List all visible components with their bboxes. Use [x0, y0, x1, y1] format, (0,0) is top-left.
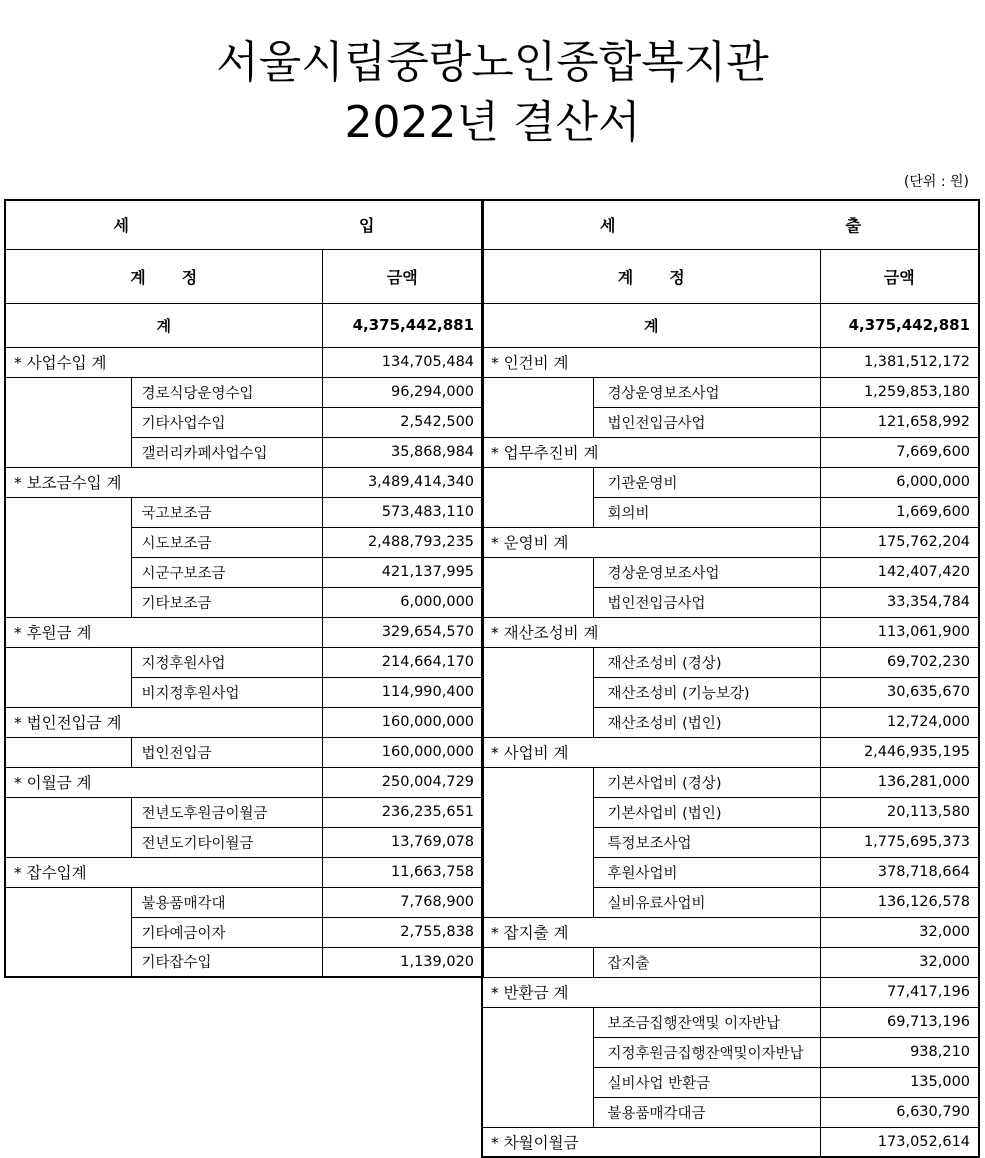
income-col-account	[5, 249, 322, 303]
table-row	[5, 737, 483, 767]
expense-header	[482, 200, 979, 249]
expense-col-amount: 금액	[820, 249, 979, 303]
income-indent-cell	[5, 887, 131, 977]
income-indent-cell	[5, 737, 131, 767]
expense-item-amount: 142,407,420	[820, 557, 979, 587]
income-item-label: 지정후원사업	[131, 647, 322, 677]
income-item-label: 기타잡수입	[131, 947, 322, 977]
document-subtitle: 2022년 결산서	[344, 97, 641, 148]
expense-item-amount: 69,713,196	[820, 1007, 979, 1037]
income-group-label: * 이월금 계	[5, 767, 322, 797]
expense-item-label: 기본사업비 (경상)	[593, 767, 820, 797]
income-col-account-part-b: 정	[181, 267, 198, 287]
income-item-amount: 160,000,000	[322, 737, 483, 767]
expense-item-label: 법인전입금사업	[593, 587, 820, 617]
income-item-amount: 421,137,995	[322, 557, 483, 587]
table-row	[482, 467, 979, 497]
income-item-amount: 236,235,651	[322, 797, 483, 827]
expense-item-amount: 1,259,853,180	[820, 377, 979, 407]
table-row	[5, 347, 483, 377]
expense-item-label: 재산조성비 (경상)	[593, 647, 820, 677]
income-group-amount: 3,489,414,340	[322, 467, 483, 497]
table-row	[5, 767, 483, 797]
expense-group-amount: 32,000	[820, 917, 979, 947]
expense-item-amount: 6,000,000	[820, 467, 979, 497]
income-group-label: * 후원금 계	[5, 617, 322, 647]
expense-indent-cell	[482, 557, 593, 617]
expense-item-label: 실비사업 반환금	[593, 1067, 820, 1097]
income-item-label: 전년도후원금이월금	[131, 797, 322, 827]
expense-group-amount: 2,446,935,195	[820, 737, 979, 767]
income-group-label: * 사업수입 계	[5, 347, 322, 377]
expense-item-amount: 33,354,784	[820, 587, 979, 617]
expense-group-amount: 113,061,900	[820, 617, 979, 647]
expense-group-amount: 175,762,204	[820, 527, 979, 557]
table-row	[5, 887, 483, 917]
expense-indent-cell	[482, 467, 593, 527]
income-item-label: 법인전입금	[131, 737, 322, 767]
table-row	[482, 737, 979, 767]
income-group-amount: 134,705,484	[322, 347, 483, 377]
expense-table	[481, 199, 980, 1158]
table-row	[5, 377, 483, 407]
table-row	[482, 947, 979, 977]
table-row	[482, 557, 979, 587]
income-item-label: 불용품매각대	[131, 887, 322, 917]
expense-indent-cell	[482, 947, 593, 977]
expense-item-amount: 20,113,580	[820, 797, 979, 827]
income-item-label: 시군구보조금	[131, 557, 322, 587]
expense-item-label: 회의비	[593, 497, 820, 527]
income-item-amount: 13,769,078	[322, 827, 483, 857]
expense-group-amount: 7,669,600	[820, 437, 979, 467]
income-total-label: 계	[5, 303, 322, 347]
expense-group-amount: 1,381,512,172	[820, 347, 979, 377]
expense-indent-cell	[482, 647, 593, 737]
expense-col-account-part-a: 계	[617, 267, 634, 287]
expense-item-label: 기관운영비	[593, 467, 820, 497]
expense-item-label: 불용품매각대금	[593, 1097, 820, 1127]
expense-item-label: 잡지출	[593, 947, 820, 977]
expense-item-amount: 938,210	[820, 1037, 979, 1067]
income-item-label: 기타예금이자	[131, 917, 322, 947]
income-header	[5, 200, 483, 249]
expense-group-label: * 재산조성비 계	[482, 617, 820, 647]
expense-item-amount: 1,775,695,373	[820, 827, 979, 857]
income-header-part-b: 입	[359, 216, 375, 236]
income-item-amount: 96,294,000	[322, 377, 483, 407]
expense-indent-cell	[482, 1007, 593, 1127]
table-row	[5, 497, 483, 527]
expense-item-amount: 378,718,664	[820, 857, 979, 887]
table-row	[482, 1127, 979, 1157]
table-row	[482, 767, 979, 797]
expense-item-amount: 121,658,992	[820, 407, 979, 437]
expense-total-label: 계	[482, 303, 820, 347]
expense-item-amount: 136,281,000	[820, 767, 979, 797]
income-item-amount: 2,542,500	[322, 407, 483, 437]
income-group-label: * 법인전입금 계	[5, 707, 322, 737]
income-group-amount: 250,004,729	[322, 767, 483, 797]
expense-item-amount: 12,724,000	[820, 707, 979, 737]
income-item-amount: 1,139,020	[322, 947, 483, 977]
expense-col-account-part-b: 정	[669, 267, 685, 287]
table-row	[5, 467, 483, 497]
table-row	[5, 797, 483, 827]
unit-note: (단위 : 원)	[903, 174, 969, 190]
income-table	[4, 199, 484, 978]
table-row	[482, 617, 979, 647]
expense-indent-cell	[482, 377, 593, 437]
expense-group-amount: 173,052,614	[820, 1127, 979, 1157]
income-item-label: 갤러리카페사업수입	[131, 437, 322, 467]
table-row	[5, 857, 483, 887]
expense-item-amount: 135,000	[820, 1067, 979, 1097]
expense-item-amount: 69,702,230	[820, 647, 979, 677]
income-item-label: 국고보조금	[131, 497, 322, 527]
income-indent-cell	[5, 797, 131, 857]
income-item-amount: 2,488,793,235	[322, 527, 483, 557]
expense-header-part-b: 출	[845, 216, 861, 236]
income-group-label: * 보조금수입 계	[5, 467, 322, 497]
expense-indent-cell	[482, 767, 593, 917]
expense-item-amount: 6,630,790	[820, 1097, 979, 1127]
table-row	[482, 377, 979, 407]
income-total-amount: 4,375,442,881	[322, 303, 483, 347]
expense-item-label: 실비유료사업비	[593, 887, 820, 917]
document-title: 서울시립중랑노인종합복지관	[216, 37, 769, 88]
income-item-amount: 214,664,170	[322, 647, 483, 677]
expense-header-part-a: 세	[600, 216, 616, 236]
income-header-part-a: 세	[113, 216, 130, 236]
table-row	[482, 527, 979, 557]
expense-item-label: 보조금집행잔액및 이자반납	[593, 1007, 820, 1037]
income-item-label: 기타보조금	[131, 587, 322, 617]
income-item-amount: 2,755,838	[322, 917, 483, 947]
expense-total-amount: 4,375,442,881	[820, 303, 979, 347]
table-row	[482, 347, 979, 377]
expense-item-amount: 32,000	[820, 947, 979, 977]
expense-group-label: * 사업비 계	[482, 737, 820, 767]
expense-item-label: 재산조성비 (법인)	[593, 707, 820, 737]
income-item-amount: 6,000,000	[322, 587, 483, 617]
table-row	[482, 1007, 979, 1037]
table-row	[5, 707, 483, 737]
table-row	[482, 977, 979, 1007]
table-row	[482, 917, 979, 947]
expense-item-label: 지정후원금집행잔액및이자반납	[593, 1037, 820, 1067]
table-row	[482, 647, 979, 677]
income-item-amount: 35,868,984	[322, 437, 483, 467]
expense-item-amount: 136,126,578	[820, 887, 979, 917]
income-group-amount: 329,654,570	[322, 617, 483, 647]
income-item-label: 전년도기타이월금	[131, 827, 322, 857]
income-indent-cell	[5, 497, 131, 617]
income-item-label: 시도보조금	[131, 527, 322, 557]
expense-item-label: 법인전입금사업	[593, 407, 820, 437]
expense-group-label: * 운영비 계	[482, 527, 820, 557]
income-item-amount: 114,990,400	[322, 677, 483, 707]
expense-item-label: 경상운영보조사업	[593, 377, 820, 407]
income-group-label: * 잡수입계	[5, 857, 322, 887]
expense-group-label: * 인건비 계	[482, 347, 820, 377]
table-row	[482, 437, 979, 467]
expense-group-label: * 반환금 계	[482, 977, 820, 1007]
income-item-label: 비지정후원사업	[131, 677, 322, 707]
table-row	[5, 617, 483, 647]
income-item-amount: 7,768,900	[322, 887, 483, 917]
income-indent-cell	[5, 647, 131, 707]
income-col-account-part-a: 계	[130, 267, 146, 287]
income-group-amount: 160,000,000	[322, 707, 483, 737]
expense-item-amount: 1,669,600	[820, 497, 979, 527]
income-indent-cell	[5, 377, 131, 467]
expense-item-label: 기본사업비 (법인)	[593, 797, 820, 827]
expense-item-label: 후원사업비	[593, 857, 820, 887]
expense-item-label: 특정보조사업	[593, 827, 820, 857]
income-item-label: 경로식당운영수입	[131, 377, 322, 407]
expense-group-amount: 77,417,196	[820, 977, 979, 1007]
income-item-amount: 573,483,110	[322, 497, 483, 527]
table-row	[5, 647, 483, 677]
expense-group-label: * 업무추진비 계	[482, 437, 820, 467]
expense-item-label: 경상운영보조사업	[593, 557, 820, 587]
income-item-label: 기타사업수입	[131, 407, 322, 437]
income-group-amount: 11,663,758	[322, 857, 483, 887]
expense-item-amount: 30,635,670	[820, 677, 979, 707]
expense-item-label: 재산조성비 (기능보강)	[593, 677, 820, 707]
income-col-amount: 금액	[322, 249, 483, 303]
expense-col-account	[482, 249, 820, 303]
expense-group-label: * 잡지출 계	[482, 917, 820, 947]
expense-group-label: * 차월이월금	[482, 1127, 820, 1157]
